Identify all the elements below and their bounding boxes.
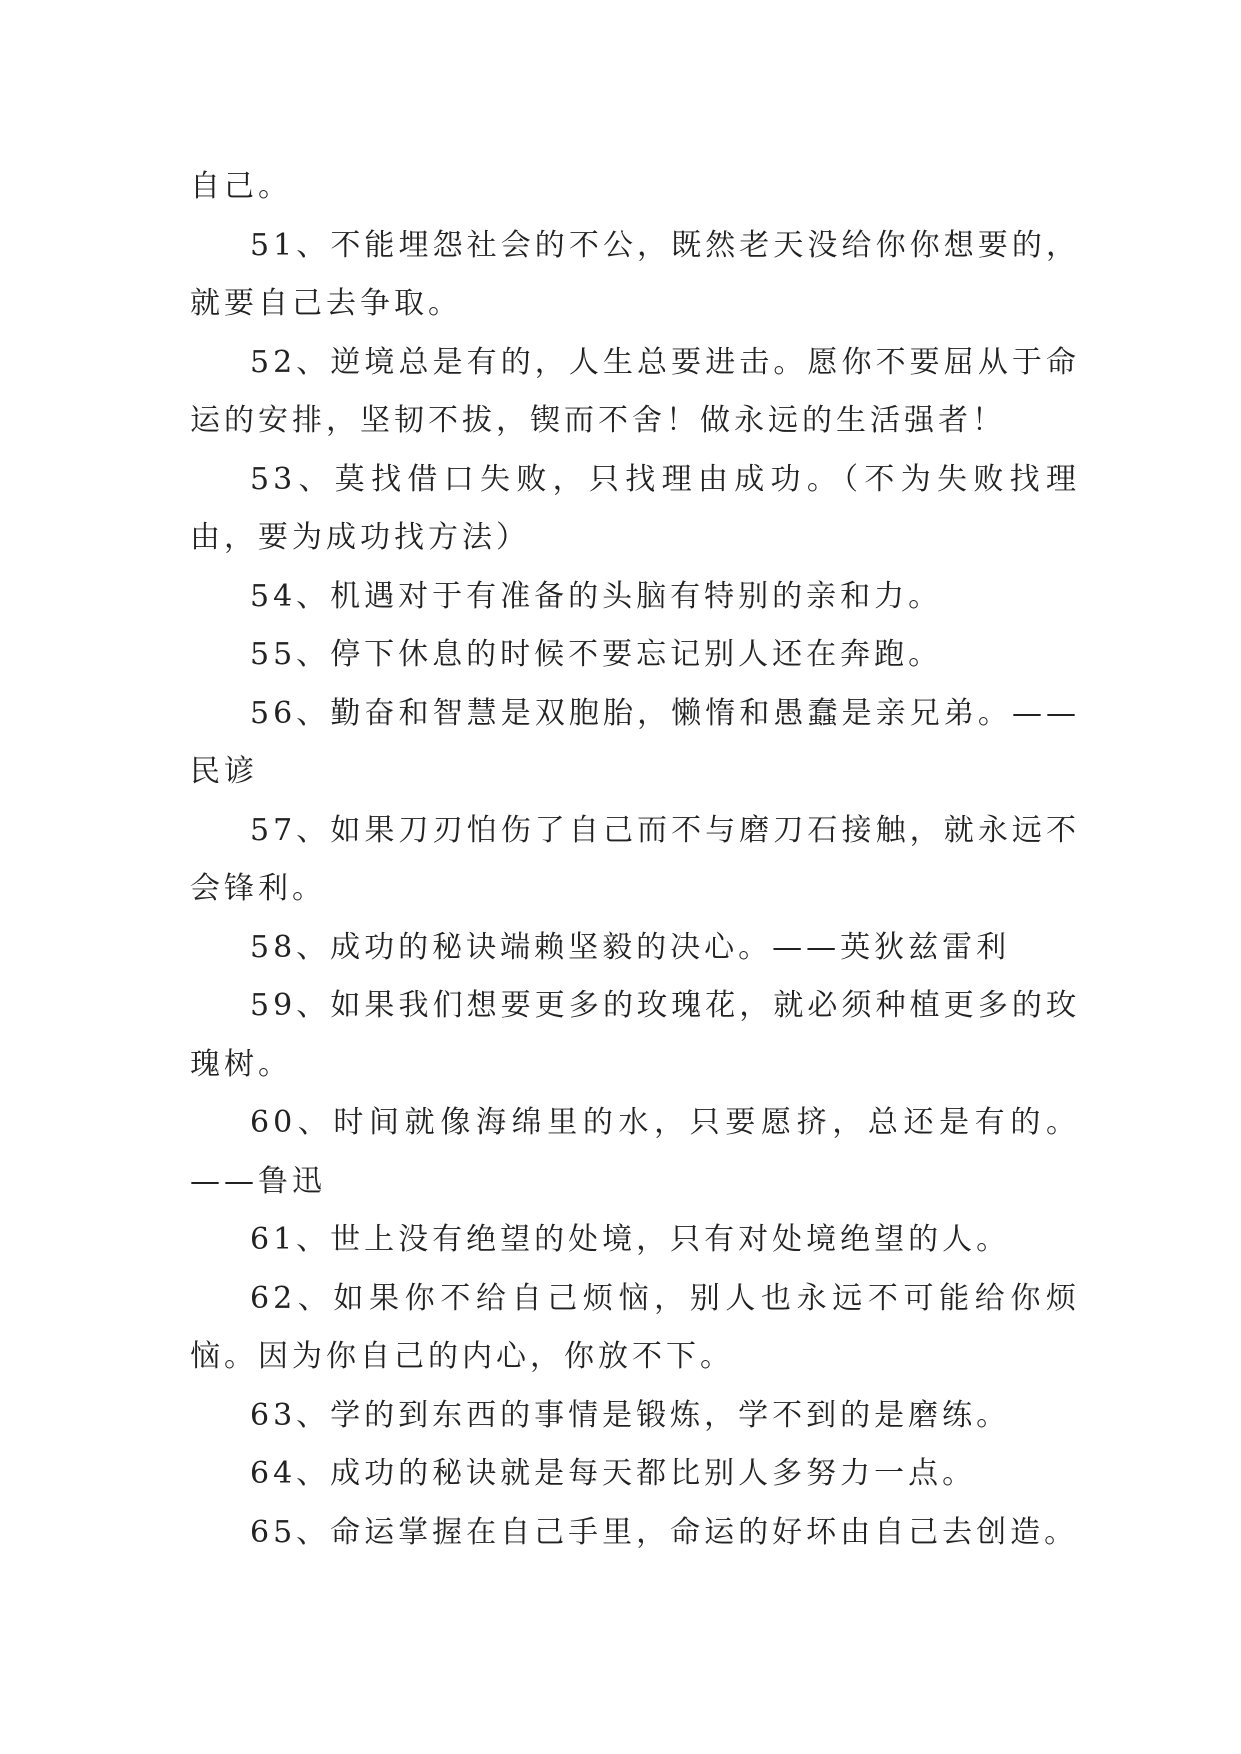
paragraph-58: 58、成功的秘诀端赖坚毅的决心。——英狄兹雷利 bbox=[250, 929, 1011, 965]
paragraph-53: 53、莫找借口失败，只找理由成功。（不为失败找理由，要为成功找方法） bbox=[190, 461, 1080, 555]
paragraph-59: 59、如果我们想要更多的玫瑰花，就必须种植更多的玫瑰树。 bbox=[190, 988, 1080, 1082]
paragraph-57: 57、如果刀刃怕伤了自己而不与磨刀石接触，就永远不会锋利。 bbox=[190, 812, 1080, 906]
paragraph-65: 65、命运掌握在自己手里，命运的好坏由自己去创造。 bbox=[250, 1514, 1079, 1550]
paragraph-62: 62、如果你不给自己烦恼，别人也永远不可能给你烦恼。因为你自己的内心，你放不下。 bbox=[190, 1280, 1080, 1374]
paragraph-64: 64、成功的秘诀就是每天都比别人多努力一点。 bbox=[250, 1456, 977, 1491]
paragraph-60: 60、时间就像海绵里的水，只要愿挤，总还是有的。——鲁迅 bbox=[190, 1105, 1080, 1199]
document-body bbox=[190, 158, 1080, 1562]
paragraph-54: 54、机遇对于有准备的头脑有特别的亲和力。 bbox=[250, 578, 943, 614]
paragraph-52: 52、逆境总是有的，人生总要进击。愿你不要屈从于命运的安排，坚韧不拔，锲而不舍！做永远的生活强者！ bbox=[190, 344, 1080, 438]
paragraph-56: 56、勤奋和智慧是双胞胎，懒惰和愚蠢是亲兄弟。——民谚 bbox=[190, 695, 1080, 789]
paragraph-continuation: 自己。 bbox=[190, 169, 292, 204]
paragraph-51: 51、不能埋怨社会的不公，既然老天没给你你想要的，就要自己去争取。 bbox=[190, 227, 1080, 321]
paragraph-55: 55、停下休息的时候不要忘记别人还在奔跑。 bbox=[250, 637, 943, 672]
paragraph-61: 61、世上没有绝望的处境，只有对处境绝望的人。 bbox=[250, 1222, 1011, 1257]
paragraph-63: 63、学的到东西的事情是锻炼，学不到的是磨练。 bbox=[250, 1397, 1011, 1433]
